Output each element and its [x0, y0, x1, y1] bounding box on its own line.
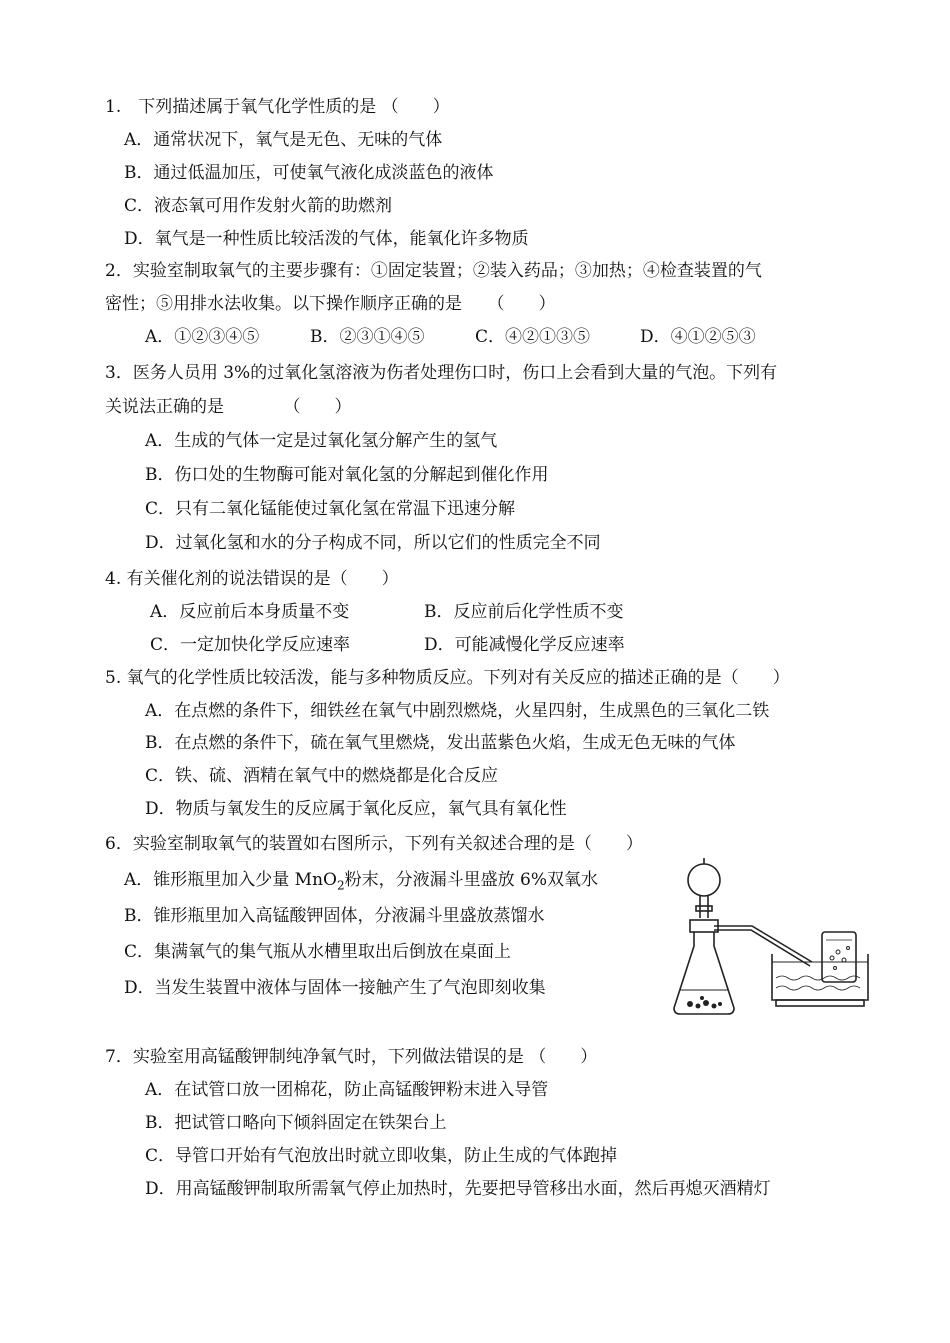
q5-option-c: C．铁、硫、酒精在氧气中的燃烧都是化合反应 [145, 766, 499, 786]
q4-option-d: D．可能减慢化学反应速率 [424, 635, 625, 655]
q3-option-c: C．只有二氧化锰能使过氧化氢在常温下迅速分解 [145, 499, 516, 519]
q2-stem: 2．实验室制取氧气的主要步骤有：①固定装置；②装入药品；③加热；④检查装置的气 [105, 261, 762, 281]
q3-option-b: B．伤口处的生物酶可能对氧化氢的分解起到催化作用 [145, 465, 549, 485]
q4-option-b: B．反应前后化学性质不变 [424, 602, 624, 622]
stopper [690, 920, 718, 932]
q5-stem: 5. 氧气的化学性质比较活泼，能与多种物质反应。下列对有关反应的描述正确的是（ ） [105, 668, 790, 688]
q7-option-a: A．在试管口放一团棉花，防止高锰酸钾粉末进入导管 [145, 1080, 549, 1100]
q6-option-d: D．当发生装置中液体与固体一接触产生了气泡即刻收集 [124, 978, 546, 998]
q7-stem: 7．实验室用高锰酸钾制纯净氧气时，下列做法错误的是 （ ） [105, 1047, 598, 1067]
q6-option-a-rest: 粉末，分液漏斗里盛放 6%双氧水 [344, 870, 598, 890]
q1-stem: 1. 下列描述属于氧气化学性质的是 （ ） [105, 97, 450, 117]
q7-option-d: D．用高锰酸钾制取所需氧气停止加热时，先要把导管移出水面，然后再熄灭酒精灯 [145, 1179, 771, 1199]
q5-option-b: B．在点燃的条件下，硫在氧气里燃烧，发出蓝紫色火焰，生成无色无味的气体 [145, 733, 736, 753]
q3-option-a: A．生成的气体一定是过氧化氢分解产生的氢气 [145, 431, 498, 451]
q2-option-a: A．①②③④⑤ [145, 327, 260, 347]
q5-option-a: A．在点燃的条件下，细铁丝在氧气中剧烈燃烧，火星四射，生成黑色的三氧化二铁 [145, 701, 770, 721]
oxygen-apparatus-figure [672, 858, 872, 1018]
gas-collecting-bottle [822, 932, 856, 982]
q3-option-d: D．过氧化氢和水的分子构成不同，所以它们的性质完全不同 [145, 533, 601, 553]
q6-option-c: C．集满氧气的集气瓶从水槽里取出后倒放在桌面上 [124, 942, 512, 962]
q1-option-d: D．氧气是一种性质比较活泼的气体，能氧化许多物质 [124, 229, 529, 249]
q7-option-c: C．导管口开始有气泡放出时就立即收集，防止生成的气体跑掉 [145, 1146, 618, 1166]
q6-option-a-text: A．锥形瓶里加入少量 MnO [124, 870, 337, 890]
q1-option-c: C．液态氧可用作发射火箭的助燃剂 [124, 196, 393, 216]
q6-stem: 6．实验室制取氧气的装置如右图所示，下列有关叙述合理的是（ ） [105, 834, 643, 854]
q1-option-b: B．通过低温加压，可使氧气液化成淡蓝色的液体 [124, 163, 494, 183]
q1-option-a: A．通常状况下，氧气是无色、无味的气体 [124, 130, 443, 150]
q2-option-c: C．④②①③⑤ [475, 327, 591, 347]
q6-option-a-subscript: 2 [336, 878, 345, 893]
q4-stem: 4. 有关催化剂的说法错误的是（ ） [105, 569, 399, 589]
q4-option-a: A．反应前后本身质量不变 [150, 602, 350, 622]
q3-stem-cont: 关说法正确的是 （ ） [105, 397, 352, 417]
delivery-tube [714, 926, 812, 962]
q6-option-a [124, 868, 598, 897]
q4-option-c: C．一定加快化学反应速率 [150, 635, 351, 655]
q5-option-d: D．物质与氧发生的反应属于氧化反应，氧气具有氧化性 [145, 799, 567, 819]
q2-stem-cont: 密性；⑤用排水法收集。以下操作顺序正确的是 （ ） [105, 294, 556, 314]
q2-option-b: B．②③①④⑤ [310, 327, 425, 347]
q7-option-b: B．把试管口略向下倾斜固定在铁架台上 [145, 1113, 447, 1133]
q3-stem: 3．医务人员用 3%的过氧化氢溶液为伤者处理伤口时，伤口上会看到大量的气泡。下列有 [105, 363, 778, 383]
apparatus-drawing [672, 858, 872, 1018]
q6-option-b: B．锥形瓶里加入高锰酸钾固体，分液漏斗里盛放蒸馏水 [124, 906, 545, 926]
funnel-bulb [688, 864, 720, 896]
q2-option-d: D．④①②⑤③ [640, 327, 756, 347]
